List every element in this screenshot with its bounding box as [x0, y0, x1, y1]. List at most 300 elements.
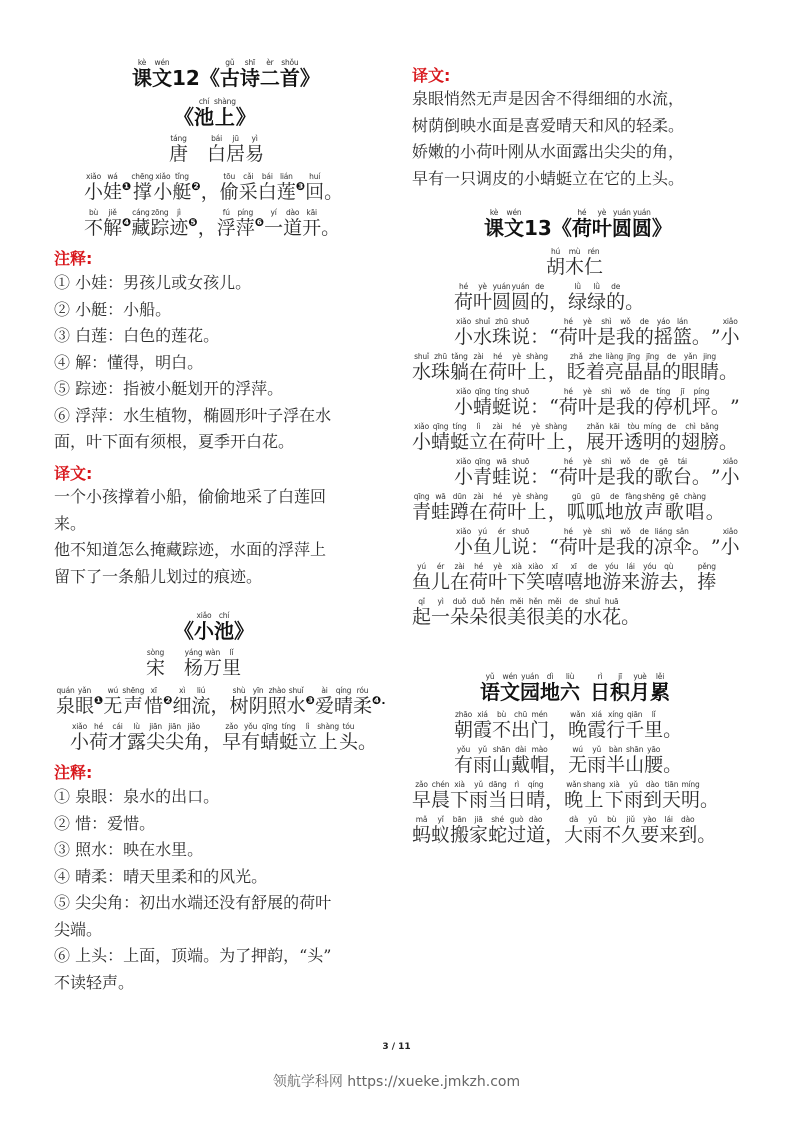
text-line: ⑤ 尖尖角：初出水端还没有舒展的荷叶: [54, 893, 332, 912]
pinyin: de: [588, 562, 598, 571]
ruby-char: [540, 672, 560, 703]
pinyin: shī: [244, 58, 255, 67]
ruby-char: [214, 611, 234, 642]
hanzi: 戴: [511, 754, 531, 776]
lesson13-line: [454, 387, 740, 418]
hanzi: 采: [238, 181, 258, 203]
ruby-char: [511, 282, 530, 313]
hanzi: 叶: [577, 466, 597, 488]
pinyin: yè: [597, 208, 607, 217]
hanzi: 唐: [169, 143, 189, 165]
pinyin: cáng: [132, 208, 150, 217]
hanzi: 雨: [587, 754, 607, 776]
pinyin: yǔ: [478, 745, 487, 754]
pinyin: qǐ: [418, 597, 425, 606]
ruby-char: [530, 457, 549, 488]
trans2-text: [412, 86, 684, 192]
hanzi: 朵: [450, 606, 470, 628]
ruby-char: [165, 648, 184, 679]
pinyin: dào: [528, 815, 543, 824]
hanzi: ，: [549, 754, 569, 776]
hanzi: 眨: [566, 361, 586, 383]
pinyin: yào: [643, 815, 657, 824]
pinyin: de: [666, 352, 676, 361]
ruby-char: [492, 710, 511, 741]
hanzi: 上: [214, 105, 235, 129]
hanzi: ，: [549, 719, 569, 741]
ruby-char: [530, 282, 549, 313]
pinyin: yǒu: [456, 745, 471, 754]
pinyin: lì: [305, 722, 310, 731]
proverb-line: [412, 815, 716, 846]
ruby-char: [578, 457, 597, 488]
pinyin: pěng: [697, 562, 716, 571]
hanzi: 歌: [653, 466, 673, 488]
hanzi: 道: [283, 217, 303, 239]
pinyin: xiǎo: [456, 317, 471, 326]
ruby-char: [431, 815, 450, 846]
ruby-char: [625, 745, 644, 776]
pinyin: qù: [664, 562, 674, 571]
ruby-char: [605, 422, 624, 453]
ruby-char: [721, 317, 740, 348]
hanzi: 山: [492, 754, 512, 776]
pinyin: dà: [569, 815, 579, 824]
hanzi: 荷: [558, 466, 578, 488]
hanzi: 圆: [511, 291, 531, 313]
pinyin: sòng: [146, 648, 165, 657]
pinyin: yóu: [643, 562, 657, 571]
hanzi: 12: [172, 66, 200, 90]
hanzi: 。: [625, 291, 645, 313]
ruby-char: [635, 527, 654, 558]
text-line: ① 泉眼：泉水的出口。: [54, 787, 220, 806]
hanzi: 下: [604, 789, 624, 811]
ruby-char: [597, 387, 616, 418]
hanzi: 叶: [526, 431, 546, 453]
hanzi: 小: [84, 181, 104, 203]
hanzi: 里: [644, 719, 664, 741]
pinyin: qīng: [474, 457, 491, 466]
ruby-char: [530, 527, 549, 558]
ruby-char: [488, 352, 507, 383]
pinyin: èr: [266, 58, 274, 67]
pinyin: tíng: [281, 722, 296, 731]
pinyin: wú: [572, 745, 583, 754]
pinyin: xiǎo: [722, 457, 738, 466]
pinyin: jū: [232, 134, 239, 143]
text-line: 尖端。: [54, 919, 103, 939]
ruby-char: [75, 686, 94, 717]
ruby-char: [681, 352, 700, 383]
hanzi: 叶: [507, 361, 527, 383]
ruby-char: [469, 780, 488, 811]
hanzi: 腰: [644, 754, 664, 776]
hanzi: 无: [103, 695, 123, 717]
hanzi: 着: [585, 361, 605, 383]
ruby-char: [412, 562, 431, 593]
pinyin: shàng: [526, 492, 548, 501]
ruby-char: [103, 172, 122, 203]
ruby-char: [597, 317, 616, 348]
ruby-char: [624, 352, 643, 383]
pinyin: shēng: [642, 492, 665, 501]
lesson13-line: [412, 562, 716, 593]
ruby-char: [488, 597, 507, 628]
hanzi: 我: [615, 466, 635, 488]
hanzi: 透: [623, 431, 643, 453]
ruby-char: [431, 780, 450, 811]
hanzi: 大: [564, 824, 584, 846]
ruby-char: [730, 387, 740, 418]
ruby-char: [192, 686, 211, 717]
pinyin: jī: [680, 387, 685, 396]
text-line: 不读轻声。: [54, 972, 135, 992]
ruby-char: [624, 422, 643, 453]
pinyin: zài: [473, 352, 484, 361]
hanzi: ，: [203, 731, 223, 753]
pinyin: zài: [492, 422, 503, 431]
pinyin: dāng: [488, 780, 507, 789]
ruby-char: [545, 780, 564, 811]
ruby-char: [469, 422, 488, 453]
ruby-char: [587, 745, 606, 776]
pinyin: xiǎo: [456, 527, 471, 536]
ruby-char: [692, 387, 711, 418]
ruby-char: [211, 686, 230, 717]
hanzi: 雨: [473, 754, 493, 776]
pinyin: xiǎo: [86, 172, 101, 181]
pinyin: xiǎo: [72, 722, 87, 731]
hanzi: 坪: [691, 396, 711, 418]
pinyin: zhū: [495, 317, 508, 326]
hanzi: “: [549, 466, 559, 488]
pinyin: duǒ: [452, 597, 467, 606]
hanzi: 有: [454, 754, 474, 776]
ruby-char: [277, 172, 296, 203]
hanzi: 到: [678, 824, 698, 846]
ruby-char: [239, 172, 258, 203]
pinyin: píng: [693, 387, 710, 396]
ruby-char: [640, 815, 659, 846]
ruby-char: [662, 780, 681, 811]
ruby-char: [643, 780, 662, 811]
hanzi: 在: [469, 501, 489, 523]
hanzi: 上: [546, 431, 566, 453]
ruby-char: [103, 686, 122, 717]
pinyin: hěn: [528, 597, 543, 606]
pinyin: chū: [514, 710, 528, 719]
hanzi: 开: [604, 431, 624, 453]
hanzi: 文: [504, 216, 524, 240]
hanzi: 眼: [75, 695, 95, 717]
poem2-line2: [70, 722, 377, 753]
ruby-char: [524, 208, 552, 239]
hanzi: 的: [634, 326, 654, 348]
ruby-char: [207, 134, 226, 165]
pinyin: lái: [626, 562, 635, 571]
ruby-char: [567, 422, 586, 453]
pinyin: fú: [222, 208, 230, 217]
hanzi: 说: [511, 536, 531, 558]
pinyin: rì: [597, 672, 603, 681]
ruby-char: [511, 457, 530, 488]
ruby-char: [549, 710, 568, 741]
hanzi: 水: [286, 695, 306, 717]
ruby-char: [640, 562, 659, 593]
hanzi: 晚: [568, 719, 588, 741]
hanzi: 仁: [584, 256, 604, 278]
pinyin: chàng: [683, 492, 706, 501]
ruby-char: [339, 722, 358, 753]
hanzi: 一: [264, 217, 284, 239]
hanzi: 荷: [558, 326, 578, 348]
pinyin: xià: [609, 780, 620, 789]
pinyin: xì: [178, 686, 186, 695]
ruby-char: [469, 492, 488, 523]
hanzi: 晴: [333, 695, 353, 717]
pinyin: tōu: [223, 172, 236, 181]
hanzi: 。: [697, 824, 717, 846]
ruby-char: [625, 282, 644, 313]
hanzi: 立: [469, 431, 489, 453]
hanzi: 日: [507, 789, 527, 811]
ruby-char: [89, 722, 108, 753]
hanzi: [188, 143, 207, 165]
hanzi: 青: [473, 466, 493, 488]
ruby-char: [559, 387, 578, 418]
ruby-char: [492, 317, 511, 348]
hanzi: ”: [710, 536, 721, 558]
ruby-char: [412, 422, 431, 453]
hanzi: 朵: [469, 606, 489, 628]
footnote-marker: ❷: [191, 180, 201, 193]
text-line: ② 小艇：小船。: [54, 299, 172, 319]
ruby-char: [450, 422, 469, 453]
hanzi: 的: [606, 291, 626, 313]
hanzi: 艇: [172, 181, 192, 203]
text-line: ④ 晴柔：晴天里柔和的风光。: [54, 866, 268, 886]
hanzi: 木: [565, 256, 585, 278]
ruby-char: [678, 562, 697, 593]
ruby-char: [169, 134, 188, 165]
hanzi: 娃: [103, 181, 123, 203]
poem1-line1: [84, 172, 343, 203]
hanzi: 山: [625, 754, 645, 776]
pinyin: bān: [452, 815, 467, 824]
ruby-char: [692, 457, 711, 488]
ruby-char: [324, 172, 343, 203]
ruby-char: [592, 208, 612, 239]
poem1-title: [174, 97, 256, 128]
ruby-char: [488, 562, 507, 593]
pinyin: lián: [279, 172, 293, 181]
ruby-char: [473, 282, 492, 313]
ruby-char: [564, 597, 583, 628]
pinyin: xiǎo: [456, 457, 471, 466]
hanzi: ，: [545, 824, 565, 846]
trans2-label: 译文:: [412, 66, 451, 85]
ruby-char: [606, 710, 625, 741]
ruby-char: [298, 722, 317, 753]
pinyin: hé: [577, 208, 587, 217]
hanzi: 放: [623, 501, 643, 523]
ruby-char: [222, 648, 241, 679]
hanzi: 伞: [672, 536, 692, 558]
pinyin: bǎng: [700, 422, 719, 431]
ruby-char: [203, 648, 222, 679]
ruby-char: [507, 492, 526, 523]
hanzi: ，: [545, 789, 565, 811]
hanzi: ，: [197, 217, 217, 239]
hanzi: 树: [229, 695, 249, 717]
text-line: ⑥ 浮萍：水生植物，椭圆形叶子浮在水: [54, 405, 332, 425]
hanzi: 。: [663, 754, 683, 776]
ruby-char: [624, 780, 643, 811]
pinyin: rì: [514, 780, 519, 789]
ruby-char: [578, 527, 597, 558]
pinyin: lǐ: [229, 648, 234, 657]
ruby-char: [632, 208, 652, 239]
ruby-char: [201, 172, 220, 203]
hanzi: 尖: [165, 731, 185, 753]
pinyin: qīng: [474, 387, 491, 396]
lesson13-line: [412, 492, 725, 523]
hanzi: 晴: [526, 789, 546, 811]
pinyin: wā: [496, 457, 507, 466]
ruby-char: [654, 317, 673, 348]
hanzi: 回: [305, 181, 325, 203]
ruby-char: [454, 282, 473, 313]
hanzi: 语: [480, 680, 500, 704]
hanzi: 地: [604, 501, 624, 523]
lesson13-title: [484, 208, 672, 239]
pinyin: yè: [493, 562, 502, 571]
ruby-char: [584, 247, 603, 278]
hanzi: ：: [530, 326, 550, 348]
ruby-char: [625, 710, 644, 741]
pinyin: de: [639, 457, 649, 466]
hanzi: 地: [583, 571, 603, 593]
hanzi: 文: [500, 680, 520, 704]
ruby-char: [587, 710, 606, 741]
pinyin: yāo: [647, 745, 661, 754]
pinyin: yuè: [633, 672, 647, 681]
pinyin: zhāo: [454, 710, 473, 719]
ruby-char: [241, 722, 260, 753]
hanzi: ：: [530, 466, 550, 488]
ruby-char: [530, 317, 549, 348]
pinyin: shuǐ: [288, 686, 304, 695]
ruby-char: [500, 672, 520, 703]
pinyin: měi: [547, 597, 562, 606]
ruby-char: [568, 282, 587, 313]
pinyin: shuō: [511, 457, 530, 466]
ruby-char: [526, 352, 548, 383]
ruby-char: [236, 97, 256, 128]
hanzi: 上: [584, 789, 604, 811]
ruby-char: [473, 745, 492, 776]
hanzi: 绿: [568, 291, 588, 313]
pinyin: shān: [626, 745, 644, 754]
hanzi: 明: [680, 789, 700, 811]
hanzi: 睛: [700, 361, 720, 383]
hanzi: 。: [719, 361, 739, 383]
poem2-line1: [56, 686, 386, 717]
pinyin: xī: [570, 562, 577, 571]
hanzi: 台: [672, 466, 692, 488]
ruby-char: [492, 387, 511, 418]
pinyin: fàng: [625, 492, 642, 501]
hanzi: 帽: [530, 754, 550, 776]
ruby-char: [473, 710, 492, 741]
text-line: ⑥ 上头：上面，顶端。为了押韵，“头”: [54, 946, 332, 965]
pinyin: quán: [56, 686, 75, 695]
ruby-char: [681, 422, 700, 453]
pinyin: jiān: [168, 722, 181, 731]
hanzi: 文: [152, 66, 172, 90]
ruby-char: [700, 780, 719, 811]
ruby-char: [606, 745, 625, 776]
hanzi: 天: [661, 789, 681, 811]
hanzi: 叶: [591, 216, 612, 240]
pinyin: shì: [601, 527, 612, 536]
pinyin: huā: [604, 597, 619, 606]
hanzi: 首: [279, 66, 300, 90]
hanzi: 游: [602, 571, 622, 593]
ruby-char: [564, 562, 583, 593]
hanzi: 立: [298, 731, 318, 753]
hanzi: 儿: [431, 571, 451, 593]
hanzi: 蜻: [260, 731, 280, 753]
ruby-char: [222, 722, 241, 753]
ruby-char: [530, 387, 549, 418]
pinyin: lǜ: [593, 282, 600, 291]
ruby-char: [480, 672, 500, 703]
pinyin: gē: [658, 457, 668, 466]
hanzi: 过: [507, 824, 527, 846]
pinyin: de: [535, 282, 545, 291]
hanzi: 嘻: [564, 571, 584, 593]
hanzi: 。: [663, 719, 683, 741]
pinyin: hé: [94, 722, 103, 731]
ruby-char: [488, 780, 507, 811]
hanzi: 白: [207, 143, 227, 165]
pinyin: xíng: [608, 710, 624, 719]
hanzi: 才: [108, 731, 128, 753]
notes1-label: 注释:: [54, 249, 93, 268]
pinyin: tíng: [656, 387, 671, 396]
ruby-char: [488, 422, 507, 453]
ruby-char: [507, 780, 526, 811]
footnote-marker: ❶: [122, 180, 132, 193]
text-line: 面，叶下面有须根，夏季开白花。: [54, 432, 295, 451]
pinyin: xiǎo: [414, 422, 429, 431]
pinyin: lái: [664, 815, 673, 824]
pinyin: jīng: [627, 352, 640, 361]
ruby-char: [711, 387, 730, 418]
hanzi: 晶: [623, 361, 643, 383]
hanzi: 霞: [473, 719, 493, 741]
pinyin: jing: [703, 352, 716, 361]
hanzi: 在: [488, 431, 508, 453]
hanzi: 珠: [431, 361, 451, 383]
pinyin: yè: [582, 527, 592, 536]
pinyin: wǒ: [620, 527, 631, 536]
hanzi: 机: [672, 396, 692, 418]
pinyin: guò: [509, 815, 524, 824]
pinyin: dào: [645, 780, 660, 789]
